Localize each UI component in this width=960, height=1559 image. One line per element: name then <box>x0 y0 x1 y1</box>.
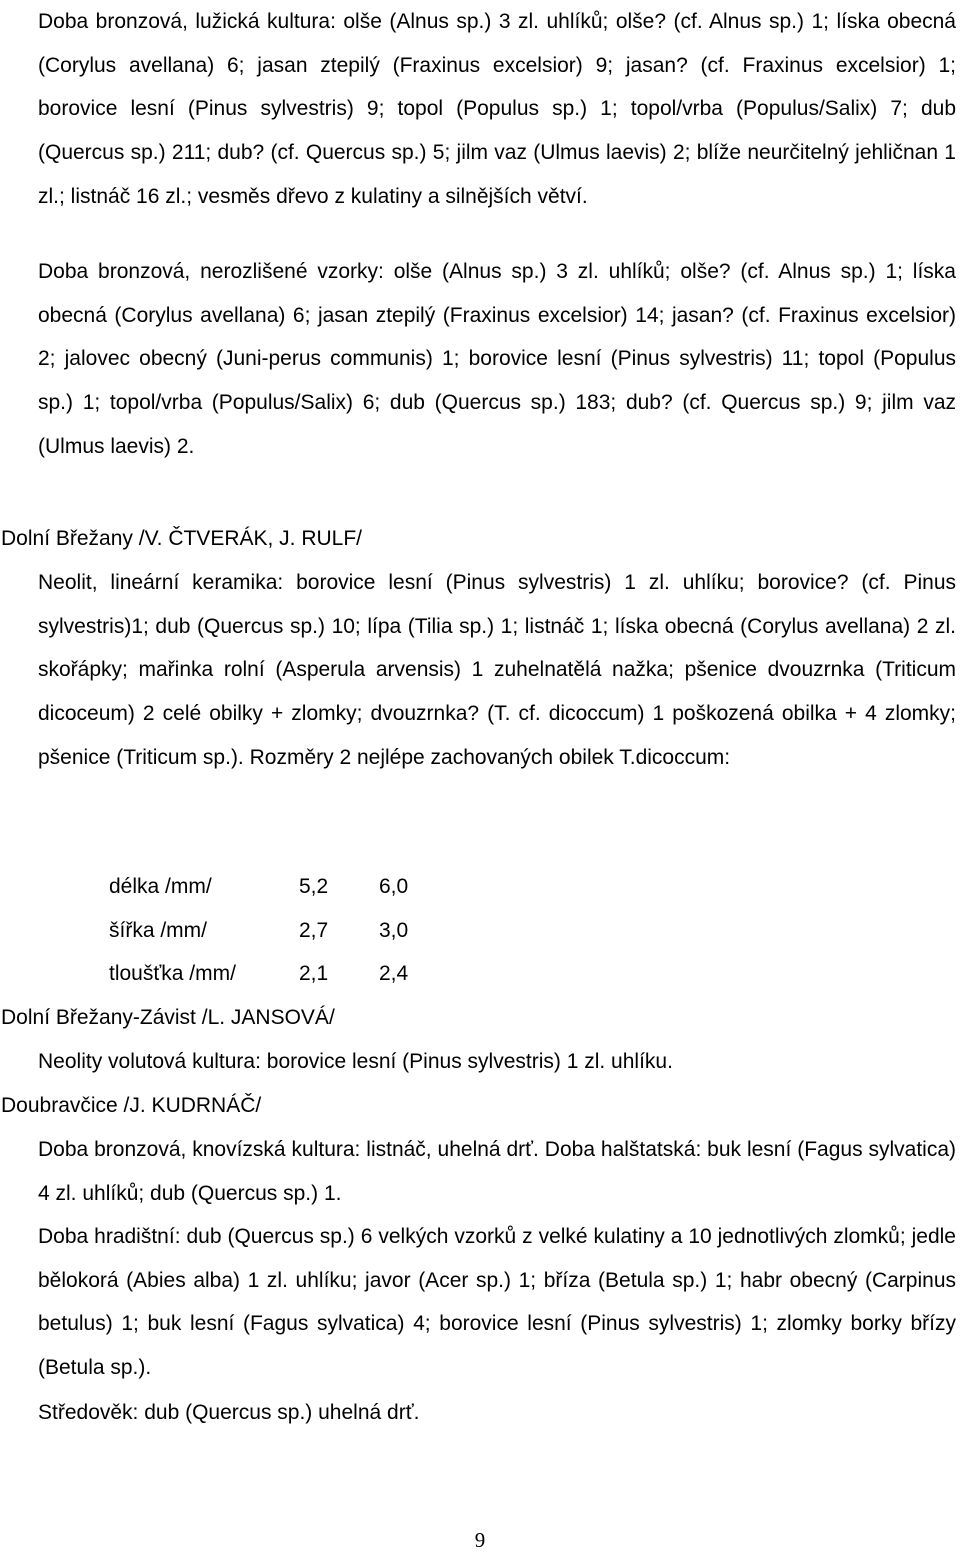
site-heading-dolni-brezany-zavist: Dolní Břežany-Závist /L. JANSOVÁ/ <box>1 1006 335 1029</box>
page-number: 9 <box>474 1528 486 1552</box>
paragraph-hillfort-period <box>38 1215 956 1390</box>
paragraph-text: Neolity volutová kultura: borovice lesní (Pinus sylvestris) 1 zl. uhlíku. <box>38 1050 673 1073</box>
paragraph-medieval <box>38 1391 956 1435</box>
paragraph-neolithic-lbk <box>38 561 956 780</box>
paragraph-text: Neolit, lineární keramika: borovice lesní (Pinus sylvestris) 1 zl. uhlíku; borovice? (cf. Pinus sylvestris)1; dub (Quercus sp.) 10; lípa (Tilia sp.) 1; listnáč 1; líska obecná (Corylus avellana) 2 zl. skořápky; mařinka rolní (Asperula arvensis) 1 zuhelnatělá nažka; pšenice dvouzrnka (Triticum dicoceum) 2 celé obilky + zlomky; dvouzrnka? (T. cf. dicoccum) 1 poškozená obilka + 4 zlomky; pšenice (Triticum sp.). Rozměry 2 nejlépe zachovaných obilek T.dicoccum: <box>38 571 956 769</box>
paragraph-bronze-undifferentiated <box>38 250 956 469</box>
paragraph-bronze-knoviz <box>38 1128 956 1215</box>
measurement-row <box>109 909 439 953</box>
measurement-value-1: 2,1 <box>299 962 329 986</box>
paragraph-text: Doba bronzová, nerozlišené vzorky: olše (Alnus sp.) 3 zl. uhlíků; olše? (cf. Alnus sp.) 1; líska obecná (Corylus avellana) 6; jasan ztepilý (Fraxinus excelsior) 14; jasan? (cf. Fraxinus excelsior) 2; jalovec obecný (Juni-perus communis) 1; borovice lesní (Pinus sylvestris) 11; topol (Populus sp.) 1; topol/vrba (Populus/Salix) 6; dub (Quercus sp.) 183; dub? (cf. Quercus sp.) 9; jilm vaz (Ulmus laevis) 2. <box>38 260 956 458</box>
site-heading-dolni-brezany: Dolní Břežany /V. ČTVERÁK, J. RULF/ <box>1 527 363 550</box>
paragraph-text: Středověk: dub (Quercus sp.) uhelná drť. <box>38 1401 420 1424</box>
paragraph-text: Doba bronzová, lužická kultura: olše (Alnus sp.) 3 zl. uhlíků; olše? (cf. Alnus sp.) 1; líska obecná (Corylus avellana) 6; jasan ztepilý (Fraxinus excelsior) 9; jasan? (cf. Fraxinus excelsior) 1; borovice lesní (Pinus sylvestris) 9; topol (Populus sp.) 1; topol/vrba (Populus/Salix) 7; dub (Quercus sp.) 211; dub? (cf. Quercus sp.) 5; jilm vaz (Ulmus laevis) 2; blíže neurčitelný jehličnan 1 zl.; listnáč 16 zl.; vesměs dřevo z kulatiny a silnějších větví. <box>38 10 956 208</box>
site-heading-doubravcice: Doubravčice /J. KUDRNÁČ/ <box>1 1094 262 1117</box>
measurement-value-1: 2,7 <box>299 918 329 942</box>
measurement-row <box>109 865 439 909</box>
paragraph-bronze-lusatian <box>38 0 956 219</box>
paragraph-neolithic-volute <box>38 1040 956 1084</box>
measurement-label: šířka /mm/ <box>109 918 207 942</box>
measurement-value-2: 2,4 <box>379 962 409 986</box>
measurement-label: tloušťka /mm/ <box>109 962 236 986</box>
measurement-value-1: 5,2 <box>299 875 329 898</box>
paragraph-text: Doba bronzová, knovízská kultura: listnáč, uhelná drť. Doba halštatská: buk lesní (Fagus sylvatica) 4 zl. uhlíků; dub (Quercus sp.) 1. <box>38 1138 956 1205</box>
measurement-row <box>109 952 439 996</box>
measurement-label: délka /mm/ <box>109 875 212 898</box>
paragraph-text: Doba hradištní: dub (Quercus sp.) 6 velkých vzorků z velké kulatiny a 10 jednotlivých zlomků; jedle bělokorá (Abies alba) 1 zl. uhlíku; javor (Acer sp.) 1; bříza (Betula sp.) 1; habr obecný (Carpinus betulus) 1; buk lesní (Fagus sylvatica) 4; borovice lesní (Pinus sylvestris) 1; zlomky borky břízy (Betula sp.). <box>38 1225 956 1380</box>
measurement-value-2: 3,0 <box>379 918 409 942</box>
measurement-value-2: 6,0 <box>379 875 409 898</box>
grain-measurements-table <box>109 865 439 996</box>
